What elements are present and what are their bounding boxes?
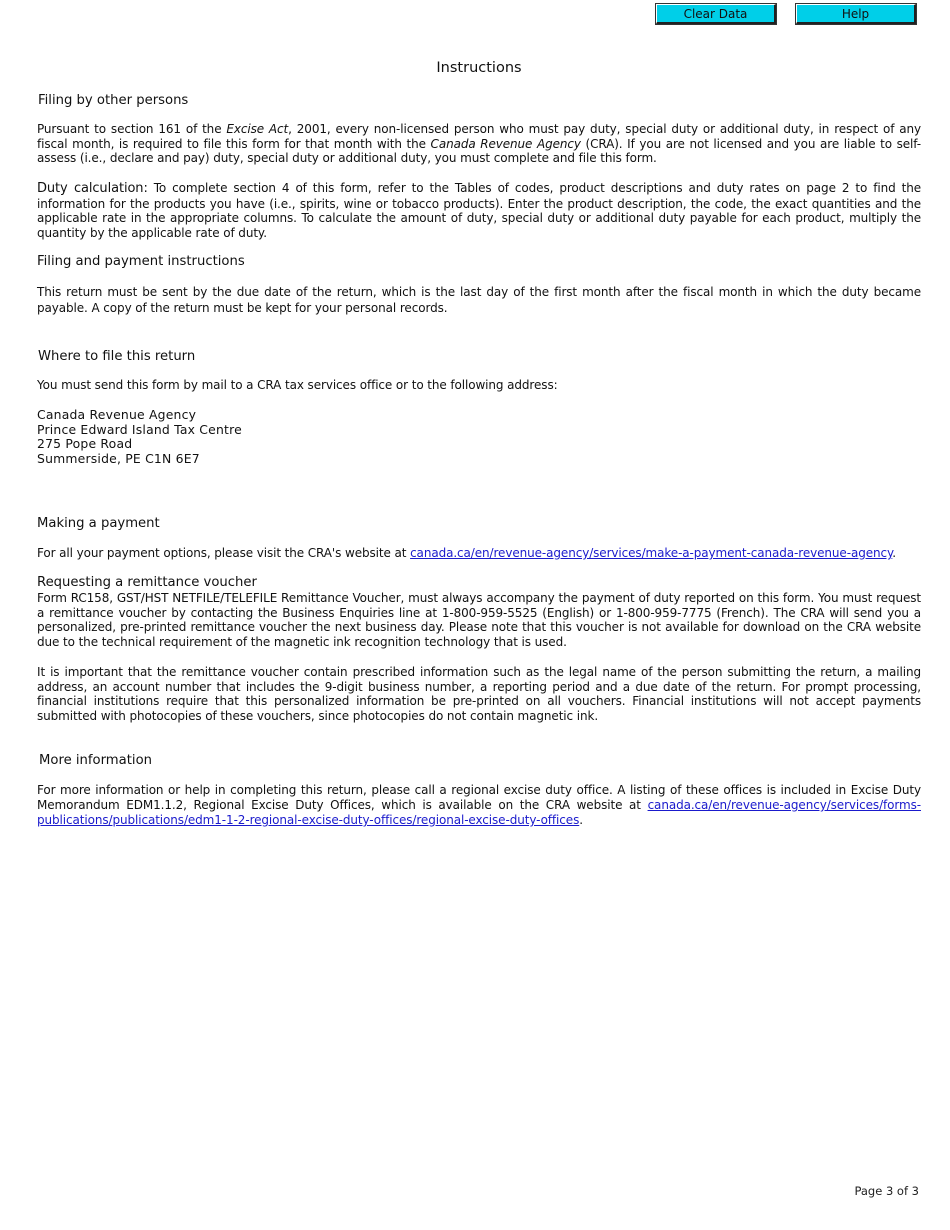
filing-other-heading: Filing by other persons <box>38 93 189 108</box>
remittance-heading: Requesting a remittance voucher <box>37 575 257 590</box>
making-payment-heading: Making a payment <box>37 516 160 531</box>
filing-payment-heading: Filing and payment instructions <box>37 254 245 269</box>
making-payment-end: . <box>892 546 897 560</box>
remittance-paragraph-2: It is important that the remittance voucher contain prescribed information such as the legal name of the person submitting the return, a mailing address, an account number that includes the 9-digit business number, a reporting period and a due date of the return. For prompt processing, financial institutions require that this personalized information be pre-printed on all vouchers. Financial institutions will not accept payments submitted with photocopies of these vouchers, since photocopies do not contain magnetic ink. <box>37 665 921 723</box>
where-to-file-heading: Where to file this return <box>38 349 196 364</box>
making-payment-text: For all your payment options, please visit the CRA's website at <box>37 546 411 560</box>
filing-other-text-c: (CRA). If you are not licensed and you are liable to self-assess (i.e., declare and pay) duty, special duty or additional duty, you must complete and file this form. <box>37 136 921 166</box>
filing-payment-text: This return must be sent by the due date of the return, which is the last day of the first month after the fiscal month in which the duty became payable. A copy of the return must be kept for your personal records. <box>37 285 921 315</box>
help-button[interactable]: Help <box>796 4 916 24</box>
clear-data-button[interactable]: Clear Data <box>656 4 776 24</box>
where-to-file-text: You must send this form by mail to a CRA tax services office or to the following address: <box>37 378 558 392</box>
more-info-heading: More information <box>39 753 152 768</box>
regional-offices-link[interactable]: canada.ca/en/revenue-agency/services/forms-publications/publications/edm1-1-2-regional-excise-duty-offices/regional-excise-duty-offices <box>37 798 921 827</box>
more-info-text: For more information or help in completing this return, please call a regional excise duty office. A listing of these offices is included in Excise Duty Memorandum EDM1.1.2, Regional Excise Duty Offices, which is available on the CRA website at <box>37 783 921 812</box>
address-line: Prince Edward Island Tax Centre <box>37 421 242 437</box>
page-title: Instructions <box>436 60 522 76</box>
remittance-paragraph-1: Form RC158, GST/HST NETFILE/TELEFILE Remittance Voucher, must always accompany the payment of duty reported on this form. You must request a remittance voucher by contacting the Business Enquiries line at 1-800-959-5525 (English) or 1-800-959-7775 (French). The CRA will send you a personalized, pre-printed remittance voucher the next business day. Please note that this voucher is not available for download on the CRA website due to the technical requirement of the magnetic ink recognition technology that is used. <box>37 591 921 649</box>
address-line: Summerside, PE C1N 6E7 <box>37 450 200 466</box>
page-number: Page 3 of 3 <box>854 1184 919 1198</box>
making-payment-paragraph <box>37 546 937 561</box>
filing-other-text-a: Pursuant to section 161 of the <box>37 122 227 136</box>
address-line: Canada Revenue Agency <box>37 407 197 422</box>
filing-other-text-b: , 2001, every non-licensed person who must pay duty, special duty or additional duty, in respect of any fiscal month, is required to file this form for that month with the <box>37 122 922 151</box>
address-line: 275 Pope Road <box>37 436 133 452</box>
agency-name: Canada Revenue Agency <box>430 136 581 151</box>
duty-calculation-paragraph <box>37 181 921 240</box>
filing-other-paragraph <box>37 122 921 166</box>
duty-calculation-label: Duty calculation: <box>37 181 148 196</box>
duty-calculation-text: To complete section 4 of this form, refer to the Tables of codes, product descriptions and duty rates on page 2 to find the information for the products you have (i.e., spirits, wine or tobacco products). Enter the product description, the code, the exact quantities and the applicable rate in the appropriate columns. To calculate the amount of duty, special duty or additional duty payable for each product, multiply the quantity by the applicable rate of duty. <box>37 181 921 240</box>
payment-options-link[interactable]: canada.ca/en/revenue-agency/services/make-a-payment-canada-revenue-agency <box>410 546 893 560</box>
mailing-address <box>37 408 242 466</box>
excise-act-name: Excise Act <box>226 122 289 136</box>
more-info-paragraph <box>37 783 921 828</box>
more-info-end: . <box>579 813 583 827</box>
